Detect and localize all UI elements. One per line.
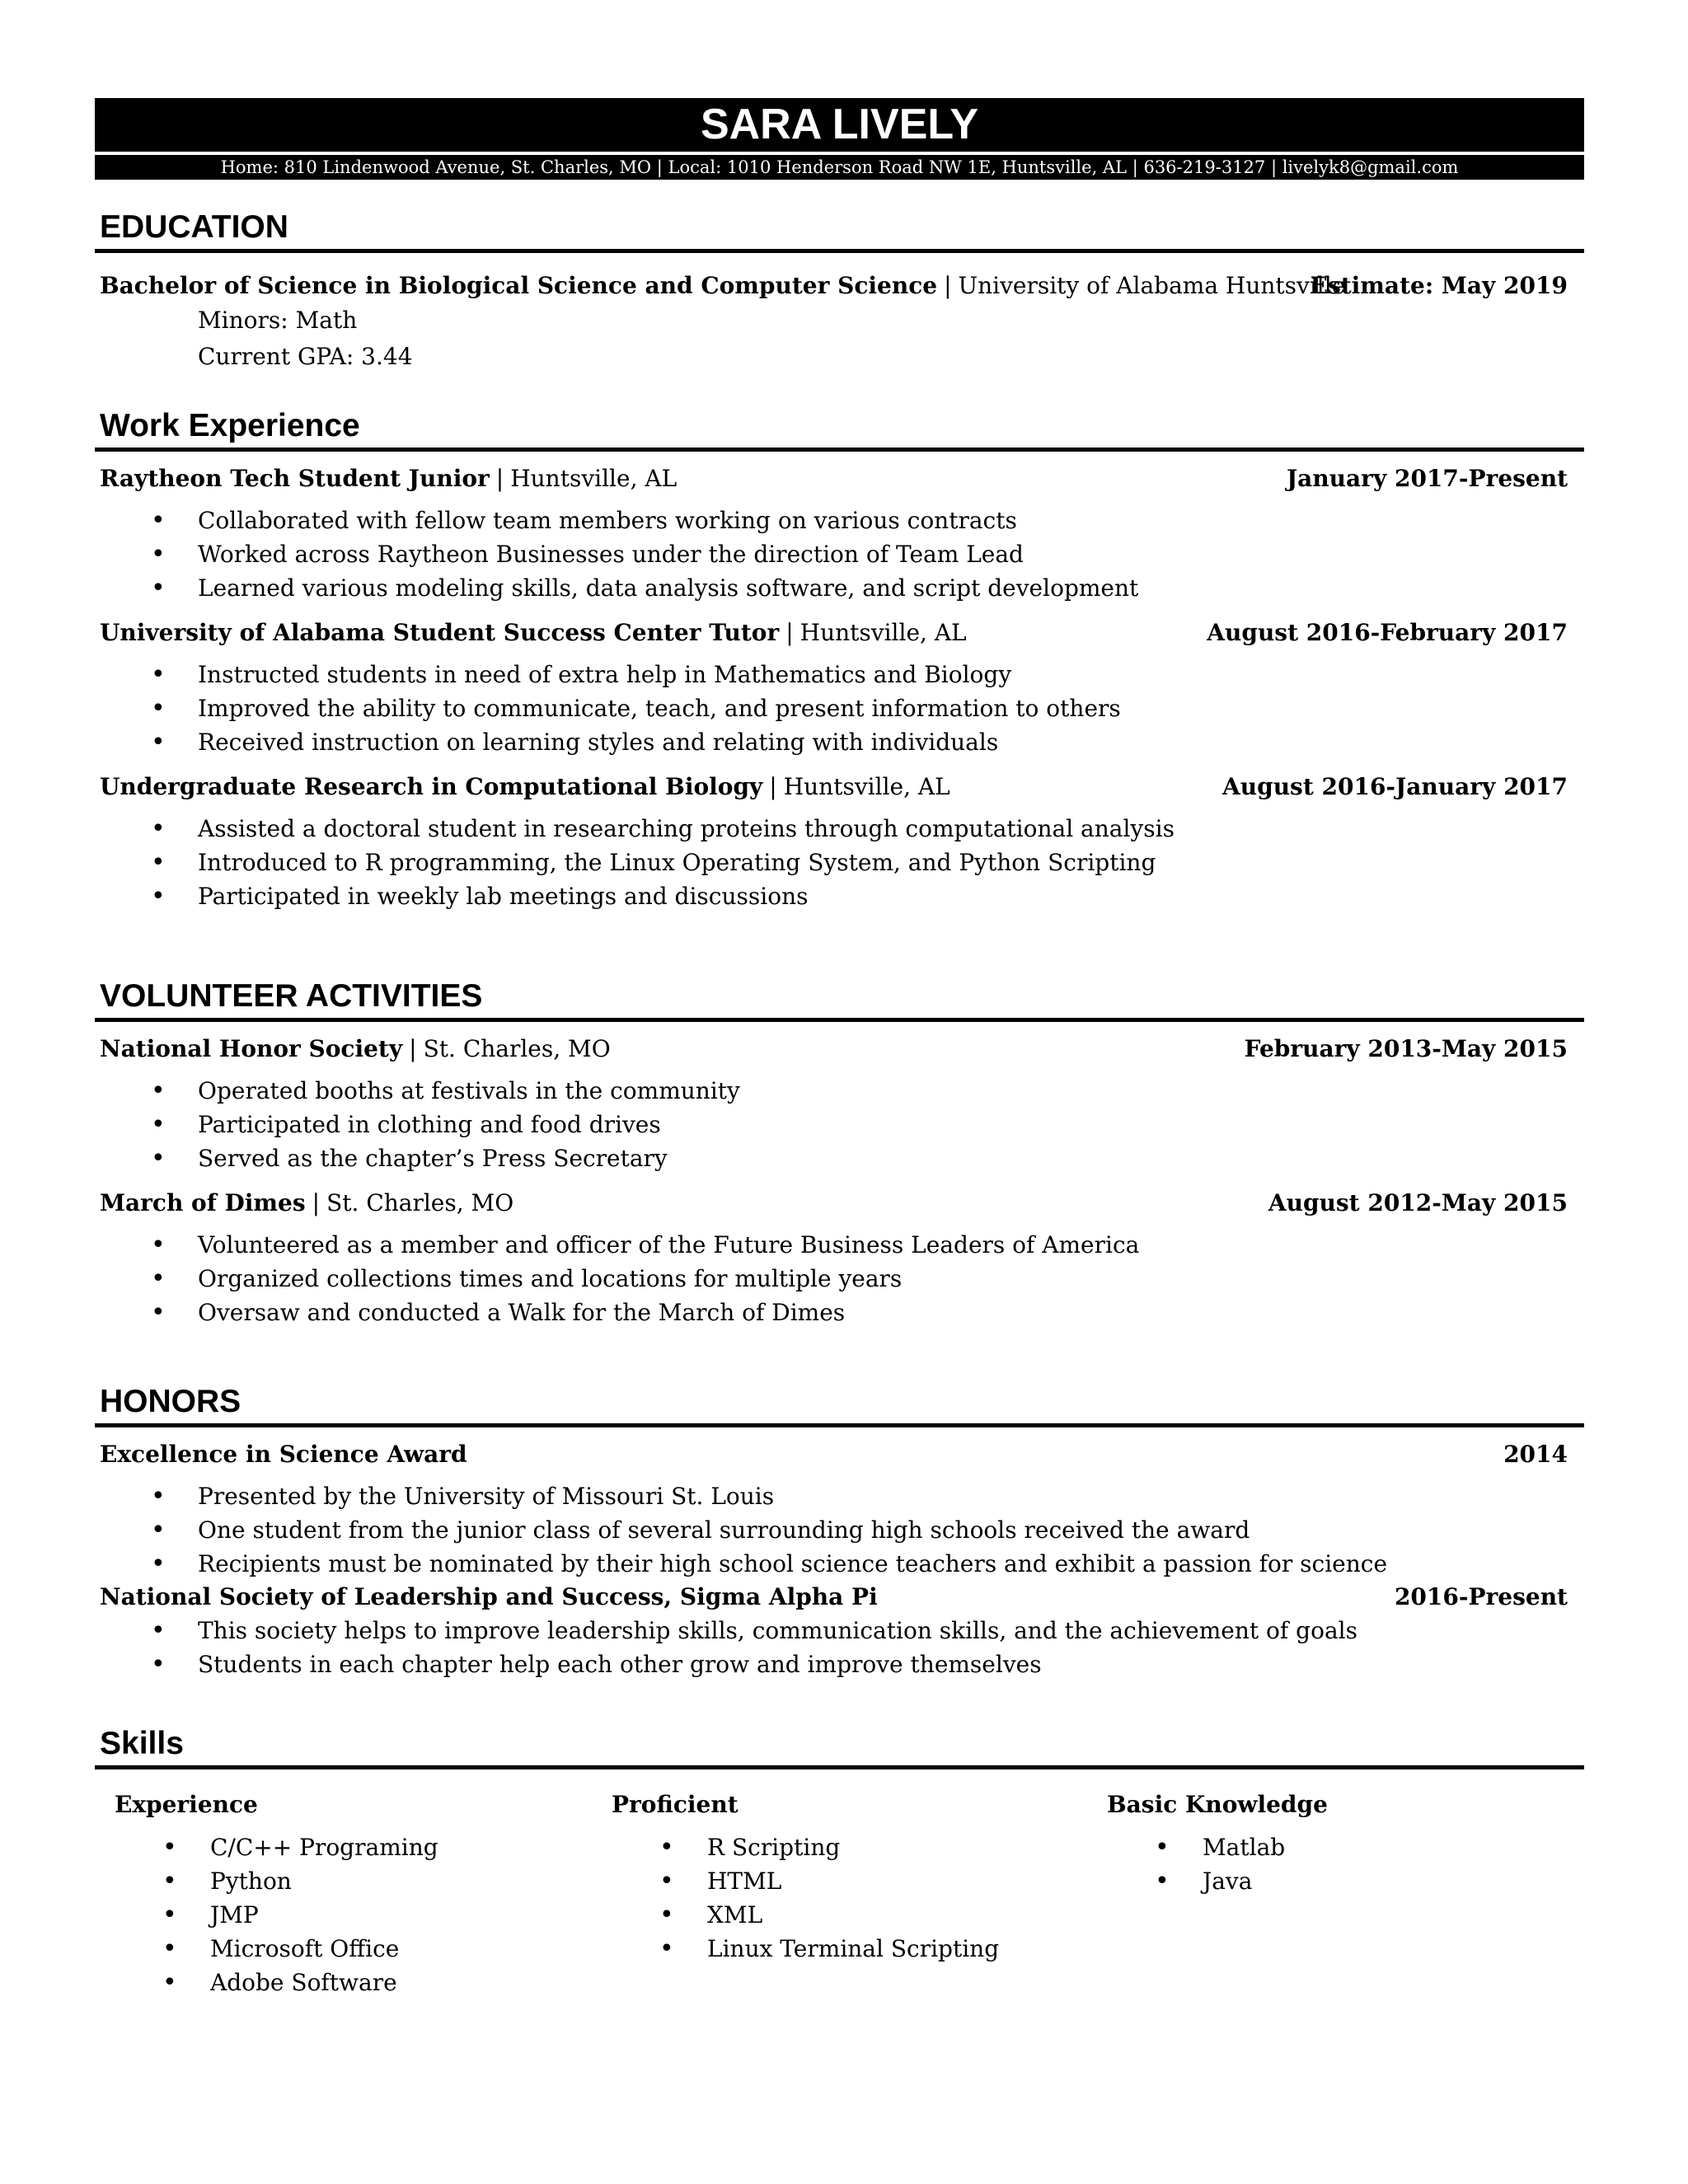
skill-item: • Matlab bbox=[1087, 1830, 1549, 1864]
honor-bullets bbox=[95, 1614, 1584, 1681]
job-location: Huntsville, AL bbox=[510, 465, 678, 492]
job-bullets bbox=[95, 504, 1584, 605]
job-row bbox=[95, 616, 1584, 649]
school-name: University of Alabama Huntsville bbox=[958, 272, 1346, 299]
bullet-item: • Received instruction on learning styles and relating with individuals bbox=[95, 725, 1584, 759]
job-date: August 2016-January 2017 bbox=[1222, 773, 1568, 800]
volunteer-bullets bbox=[95, 1074, 1584, 1175]
skill-item: • Java bbox=[1087, 1864, 1549, 1898]
honor-date: 2014 bbox=[1503, 1441, 1568, 1468]
honor-row bbox=[95, 1581, 1584, 1614]
bullet-item: • This society helps to improve leadership skills, communication skills, and the achievement of goals bbox=[95, 1614, 1584, 1647]
bullet-item: • Collaborated with fellow team members working on various contracts bbox=[95, 504, 1584, 537]
work-experience-section bbox=[95, 405, 1584, 913]
separator: | bbox=[769, 773, 777, 800]
skill-item: • JMP bbox=[95, 1898, 556, 1932]
volunteer-section bbox=[95, 975, 1584, 1329]
degree-title: Bachelor of Science in Biological Science and Computer Science bbox=[100, 272, 938, 299]
bullet-item: • Improved the ability to communicate, teach, and present information to others bbox=[95, 691, 1584, 725]
job-bullets bbox=[95, 658, 1584, 759]
honor-title: National Society of Leadership and Success, Sigma Alpha Pi bbox=[100, 1583, 878, 1610]
separator: | bbox=[785, 619, 794, 646]
bullet-item: • Assisted a doctoral student in researching proteins through computational analysis bbox=[95, 812, 1584, 846]
bullet-item: • Introduced to R programming, the Linux Operating System, and Python Scripting bbox=[95, 846, 1584, 879]
skill-item: • C/C++ Programing bbox=[95, 1830, 556, 1864]
separator: | bbox=[944, 272, 952, 299]
section-heading-education: EDUCATION bbox=[95, 206, 1584, 253]
separator: | bbox=[312, 1189, 321, 1216]
bullet-item: • Students in each chapter help each other grow and improve themselves bbox=[95, 1647, 1584, 1681]
job-row bbox=[95, 771, 1584, 804]
bullet-item: • Volunteered as a member and officer of the Future Business Leaders of America bbox=[95, 1228, 1584, 1262]
bullet-item: • Instructed students in need of extra help in Mathematics and Biology bbox=[95, 658, 1584, 691]
skill-item: • Linux Terminal Scripting bbox=[592, 1932, 1053, 1966]
job-title: Raytheon Tech Student Junior bbox=[100, 465, 490, 492]
skill-column-proficient bbox=[592, 1784, 1053, 1966]
bullet-item: • One student from the junior class of several surrounding high schools received the award bbox=[95, 1513, 1584, 1547]
job-row bbox=[95, 462, 1584, 495]
skill-item: • XML bbox=[592, 1898, 1053, 1932]
job-title: Undergraduate Research in Computational Biology bbox=[100, 773, 763, 800]
skill-item: • HTML bbox=[592, 1864, 1053, 1898]
contact-info: Home: 810 Lindenwood Avenue, St. Charles, MO | Local: 1010 Henderson Road NW 1E, Huntsville, AL | 636-219-3127 | livelyk8@gmail.com bbox=[95, 155, 1584, 180]
skill-item: • Python bbox=[95, 1864, 556, 1898]
section-heading-volunteer: VOLUNTEER ACTIVITIES bbox=[95, 975, 1584, 1022]
volunteer-title: National Honor Society bbox=[100, 1035, 403, 1062]
job-bullets bbox=[95, 812, 1584, 913]
volunteer-row bbox=[95, 1033, 1584, 1066]
skill-item: • Microsoft Office bbox=[95, 1932, 556, 1966]
volunteer-row bbox=[95, 1187, 1584, 1220]
honor-row bbox=[95, 1438, 1584, 1471]
honor-title: Excellence in Science Award bbox=[100, 1441, 467, 1468]
job-date: January 2017-Present bbox=[1286, 465, 1568, 492]
bullet-item: • Presented by the University of Missouri St. Louis bbox=[95, 1479, 1584, 1513]
minors: Minors: Math bbox=[198, 307, 358, 334]
skill-column-experience bbox=[95, 1784, 556, 1999]
skills-section bbox=[95, 1722, 1584, 1769]
education-section bbox=[95, 206, 1584, 375]
honors-section bbox=[95, 1380, 1584, 1681]
job-title: University of Alabama Student Success Center Tutor bbox=[100, 619, 780, 646]
bullet-item: • Recipients must be nominated by their high school science teachers and exhibit a passion for science bbox=[95, 1547, 1584, 1581]
volunteer-location: St. Charles, MO bbox=[423, 1035, 611, 1062]
bullet-item: • Organized collections times and locations for multiple years bbox=[95, 1262, 1584, 1296]
job-location: Huntsville, AL bbox=[783, 773, 950, 800]
name-banner: SARA LIVELY bbox=[95, 98, 1584, 152]
bullet-item: • Oversaw and conducted a Walk for the March of Dimes bbox=[95, 1296, 1584, 1329]
skill-item: • R Scripting bbox=[592, 1830, 1053, 1864]
skill-column-basic-knowledge bbox=[1087, 1784, 1549, 1898]
skill-list bbox=[592, 1830, 1053, 1966]
separator: | bbox=[409, 1035, 417, 1062]
job-location: Huntsville, AL bbox=[799, 619, 967, 646]
honor-bullets bbox=[95, 1479, 1584, 1581]
honor-date: 2016-Present bbox=[1394, 1583, 1568, 1610]
section-heading-skills: Skills bbox=[95, 1722, 1584, 1769]
bullet-item: • Participated in clothing and food drives bbox=[95, 1108, 1584, 1141]
section-heading-honors: HONORS bbox=[95, 1380, 1584, 1427]
volunteer-date: August 2012-May 2015 bbox=[1268, 1189, 1568, 1216]
skill-list bbox=[95, 1830, 556, 1999]
section-heading-work: Work Experience bbox=[95, 405, 1584, 452]
skill-list bbox=[1087, 1830, 1549, 1898]
degree-row bbox=[95, 269, 1584, 302]
bullet-item: • Served as the chapter’s Press Secretary bbox=[95, 1141, 1584, 1175]
volunteer-location: St. Charles, MO bbox=[326, 1189, 514, 1216]
bullet-item: • Worked across Raytheon Businesses under the direction of Team Lead bbox=[95, 537, 1584, 571]
volunteer-date: February 2013-May 2015 bbox=[1244, 1035, 1568, 1062]
skill-column-title: Experience bbox=[115, 1791, 258, 1818]
separator: | bbox=[495, 465, 504, 492]
bullet-item: • Participated in weekly lab meetings and discussions bbox=[95, 879, 1584, 913]
degree-date: Estimate: May 2019 bbox=[1310, 272, 1568, 299]
volunteer-title: March of Dimes bbox=[100, 1189, 306, 1216]
bullet-item: • Operated booths at festivals in the community bbox=[95, 1074, 1584, 1108]
job-date: August 2016-February 2017 bbox=[1207, 619, 1568, 646]
bullet-item: • Learned various modeling skills, data analysis software, and script development bbox=[95, 571, 1584, 605]
skill-item: • Adobe Software bbox=[95, 1966, 556, 1999]
skill-column-title: Proficient bbox=[612, 1791, 738, 1818]
volunteer-bullets bbox=[95, 1228, 1584, 1329]
gpa: Current GPA: 3.44 bbox=[198, 343, 413, 370]
skill-column-title: Basic Knowledge bbox=[1107, 1791, 1328, 1818]
